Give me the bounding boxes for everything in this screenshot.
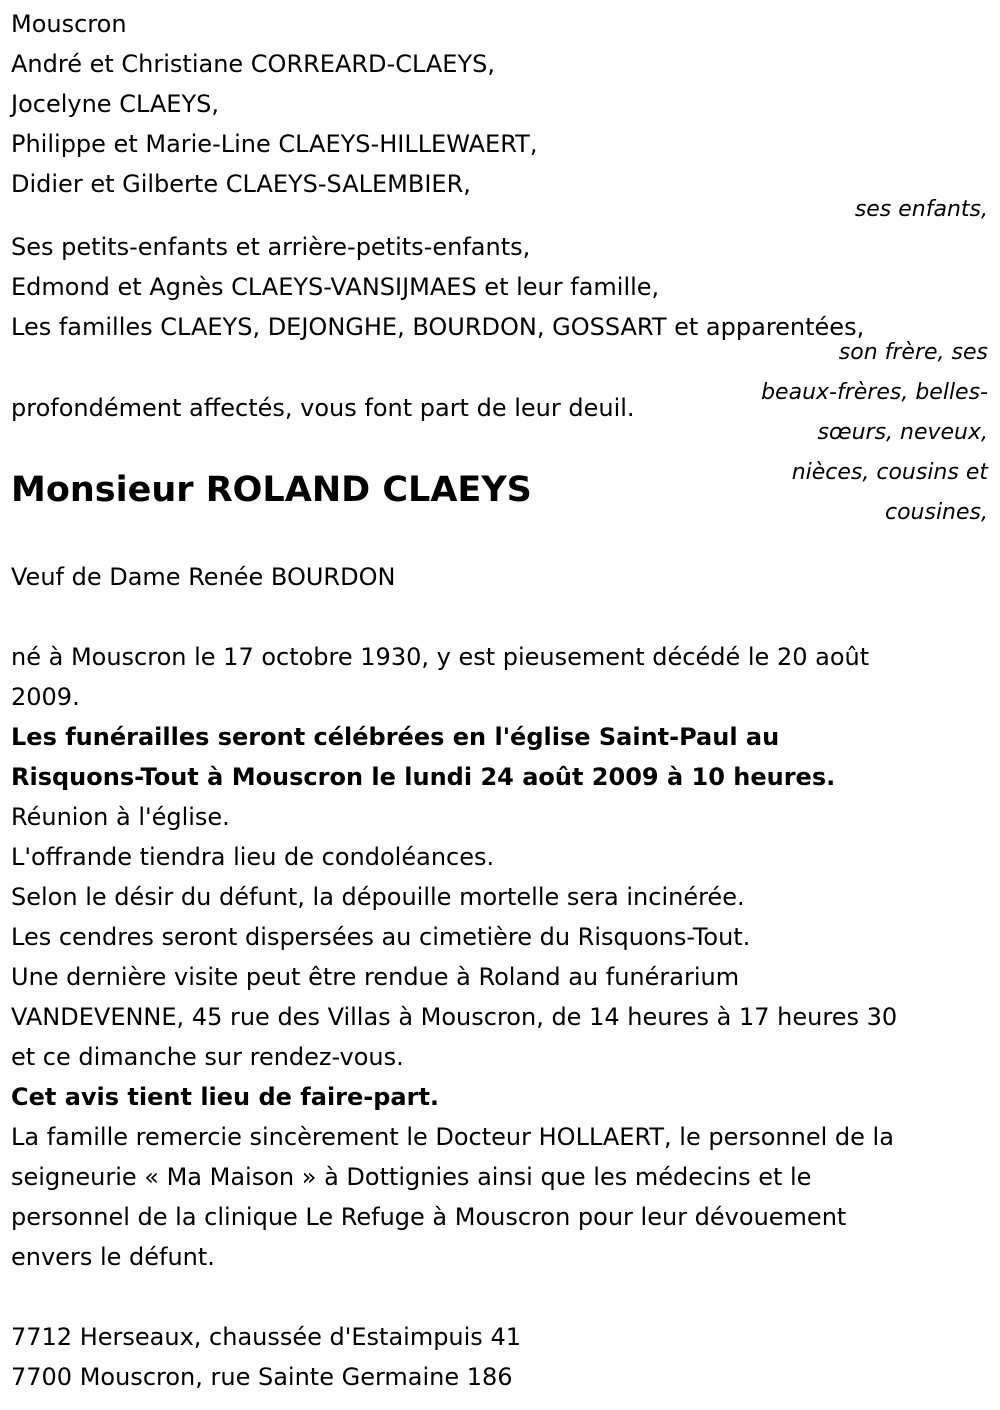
widower-line: Veuf de Dame Renée BOURDON <box>11 563 396 591</box>
family-role-line: sœurs, neveux, <box>817 420 988 445</box>
thanks-line: personnel de la clinique Le Refuge à Mouscron pour leur dévouement <box>11 1203 847 1231</box>
family-role-line: nièces, cousins et <box>791 460 988 485</box>
announcement: profondément affectés, vous font part de leur deuil. <box>11 394 635 422</box>
thanks-line: envers le défunt. <box>11 1243 215 1271</box>
detail-line: Les cendres seront dispersées au cimetière du Risquons-Tout. <box>11 923 751 951</box>
deceased-name: Monsieur ROLAND CLAEYS <box>11 470 532 510</box>
family-role-line: beaux-frères, belles- <box>761 380 988 405</box>
family-role-line: cousines, <box>884 500 988 525</box>
detail-line: Réunion à l'église. <box>11 803 230 831</box>
address-line: 7700 Mouscron, rue Sainte Germaine 186 <box>11 1363 513 1391</box>
child-line: Philippe et Marie-Line CLAEYS-HILLEWAERT, <box>11 130 538 158</box>
family-line: Ses petits-enfants et arrière-petits-enfants, <box>11 233 531 261</box>
birth-death-line: né à Mouscron le 17 octobre 1930, y est pieusement décédé le 20 août <box>11 643 870 671</box>
child-line: Jocelyne CLAEYS, <box>11 90 219 118</box>
address-line: 7712 Herseaux, chaussée d'Estaimpuis 41 <box>11 1323 521 1351</box>
thanks-line: seigneurie « Ma Maison » à Dottignies ainsi que les médecins et le <box>11 1163 812 1191</box>
family-line: Les familles CLAEYS, DEJONGHE, BOURDON, GOSSART et apparentées, <box>11 313 865 341</box>
detail-line: L'offrande tiendra lieu de condoléances. <box>11 843 495 871</box>
funeral-line: Risquons-Tout à Mouscron le lundi 24 août 2009 à 10 heures. <box>11 763 836 791</box>
detail-line: et ce dimanche sur rendez-vous. <box>11 1043 404 1071</box>
child-line: Didier et Gilberte CLAEYS-SALEMBIER, <box>11 170 471 198</box>
funeral-line: Les funérailles seront célébrées en l'église Saint-Paul au <box>11 723 780 751</box>
child-line: André et Christiane CORREARD-CLAEYS, <box>11 50 495 78</box>
town: Mouscron <box>11 10 127 38</box>
birth-death-line: 2009. <box>11 683 80 711</box>
family-role-line: son frère, ses <box>838 340 988 365</box>
detail-line: VANDEVENNE, 45 rue des Villas à Mouscron, de 14 heures à 17 heures 30 <box>11 1003 898 1031</box>
detail-line: Une dernière visite peut être rendue à Roland au funérarium <box>11 963 740 991</box>
faire-part-line: Cet avis tient lieu de faire-part. <box>11 1083 440 1111</box>
family-line: Edmond et Agnès CLAEYS-VANSIJMAES et leur famille, <box>11 273 660 301</box>
thanks-line: La famille remercie sincèrement le Docteur HOLLAERT, le personnel de la <box>11 1123 894 1151</box>
children-role: ses enfants, <box>854 197 988 222</box>
detail-line: Selon le désir du défunt, la dépouille mortelle sera incinérée. <box>11 883 745 911</box>
